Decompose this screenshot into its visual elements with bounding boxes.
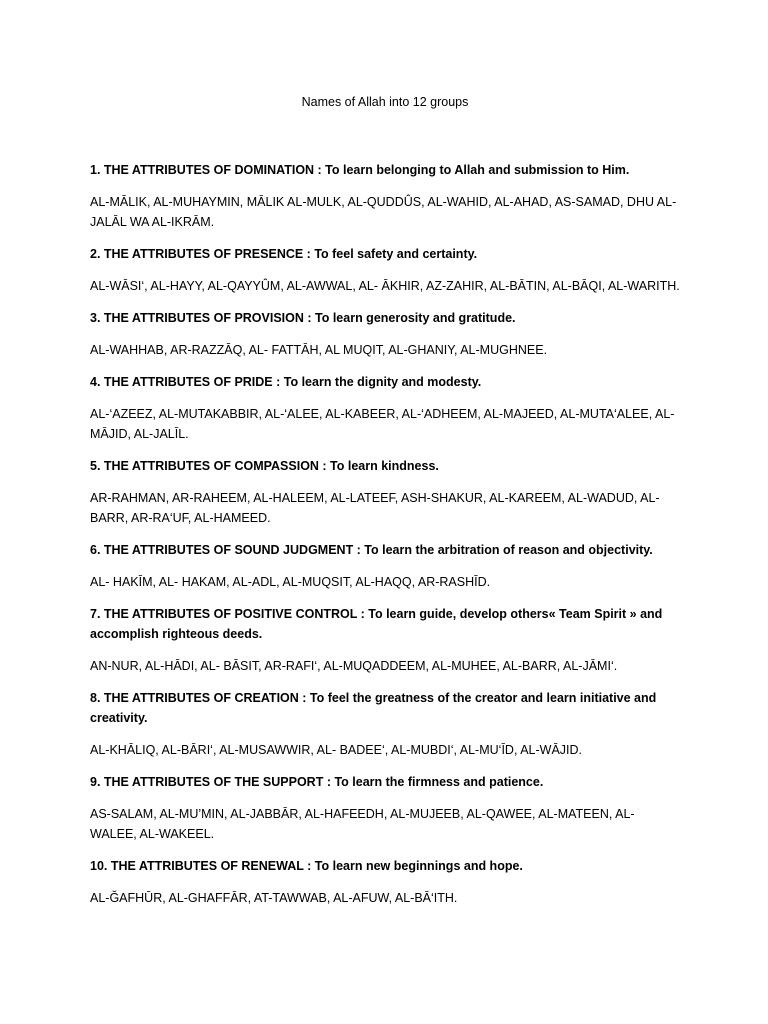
section-8	[90, 688, 680, 760]
section-heading: 4. THE ATTRIBUTES OF PRIDE : To learn the dignity and modesty.	[90, 375, 482, 389]
section-heading: 2. THE ATTRIBUTES OF PRESENCE : To feel safety and certainty.	[90, 247, 478, 261]
section-names: AL-‘AZEEZ, AL-MUTAKABBIR, AL-‘ALEE, AL-KABEER, AL-‘ADHEEM, AL-MAJEED, AL-MUTA‘ALEE, AL-MĀJID, AL-JALĪL.	[90, 407, 675, 441]
section-names: AS-SALAM, AL-MU’MIN, AL-JABBĀR, AL-HAFEEDH, AL-MUJEEB, AL-QAWEE, AL-MATEEN, AL-WALEE, AL-WAKEEL.	[90, 807, 635, 841]
section-heading: 7. THE ATTRIBUTES OF POSITIVE CONTROL : To learn guide, develop others« Team Spirit » and accomplish righteous deeds.	[90, 607, 663, 641]
section-heading: 10. THE ATTRIBUTES OF RENEWAL : To learn new beginnings and hope.	[90, 859, 523, 873]
section-6	[90, 540, 680, 592]
section-heading: 1. THE ATTRIBUTES OF DOMINATION : To learn belonging to Allah and submission to Him.	[90, 163, 630, 177]
section-10	[90, 856, 680, 908]
section-7	[90, 604, 680, 676]
section-names: AL-ĞAFHŪR, AL-GHAFFĀR, AT-TAWWAB, AL-AFUW, AL-BĀ‘ITH.	[90, 891, 458, 905]
section-4	[90, 372, 680, 444]
section-3	[90, 308, 680, 360]
section-names: AL-WĀSI‘, AL-HAYY, AL-QAYYÛM, AL-AWWAL, AL- ĀKHIR, AZ-ZAHIR, AL-BĀTIN, AL-BĀQI, AL-WARITH.	[90, 279, 680, 293]
section-9	[90, 772, 680, 844]
section-2	[90, 244, 680, 296]
section-heading: 9. THE ATTRIBUTES OF THE SUPPORT : To learn the firmness and patience.	[90, 775, 544, 789]
section-heading: 5. THE ATTRIBUTES OF COMPASSION : To learn kindness.	[90, 459, 439, 473]
section-names: AR-RAHMAN, AR-RAHEEM, AL-HALEEM, AL-LATEEF, ASH-SHAKUR, AL-KAREEM, AL-WADUD, AL-BARR, AR-RA‘UF, AL-HAMEED.	[90, 491, 660, 525]
section-names: AL-KHĀLIQ, AL-BĀRI‘, AL-MUSAWWIR, AL- BADEE‘, AL-MUBDI‘, AL-MU‘ĪD, AL-WĀJID.	[90, 743, 583, 757]
section-names: AL-WAHHAB, AR-RAZZĀQ, AL- FATTĀH, AL MUQIT, AL-GHANIY, AL-MUGHNEE.	[90, 343, 548, 357]
section-names: AN-NUR, AL-HĀDI, AL- BĀSIT, AR-RAFI‘, AL-MUQADDEEM, AL-MUHEE, AL-BARR, AL-JĀMI‘.	[90, 659, 618, 673]
section-1	[90, 160, 680, 232]
document-title: Names of Allah into 12 groups	[301, 95, 469, 109]
section-heading: 3. THE ATTRIBUTES OF PROVISION : To learn generosity and gratitude.	[90, 311, 516, 325]
section-names: AL- HAKĪM, AL- HAKAM, AL-ADL, AL-MUQSIT, AL-HAQQ, AR-RASHĪD.	[90, 575, 491, 589]
section-names: AL-MĀLIK, AL-MUHAYMIN, MĀLIK AL-MULK, AL-QUDDÛS, AL-WAHID, AL-AHAD, AS-SAMAD, DHU AL-JALĀL WA AL-IKRĀM.	[90, 195, 677, 229]
section-heading: 6. THE ATTRIBUTES OF SOUND JUDGMENT : To learn the arbitration of reason and objectivity.	[90, 543, 653, 557]
section-5	[90, 456, 680, 528]
section-heading: 8. THE ATTRIBUTES OF CREATION : To feel the greatness of the creator and learn initiative and creativity.	[90, 691, 657, 725]
